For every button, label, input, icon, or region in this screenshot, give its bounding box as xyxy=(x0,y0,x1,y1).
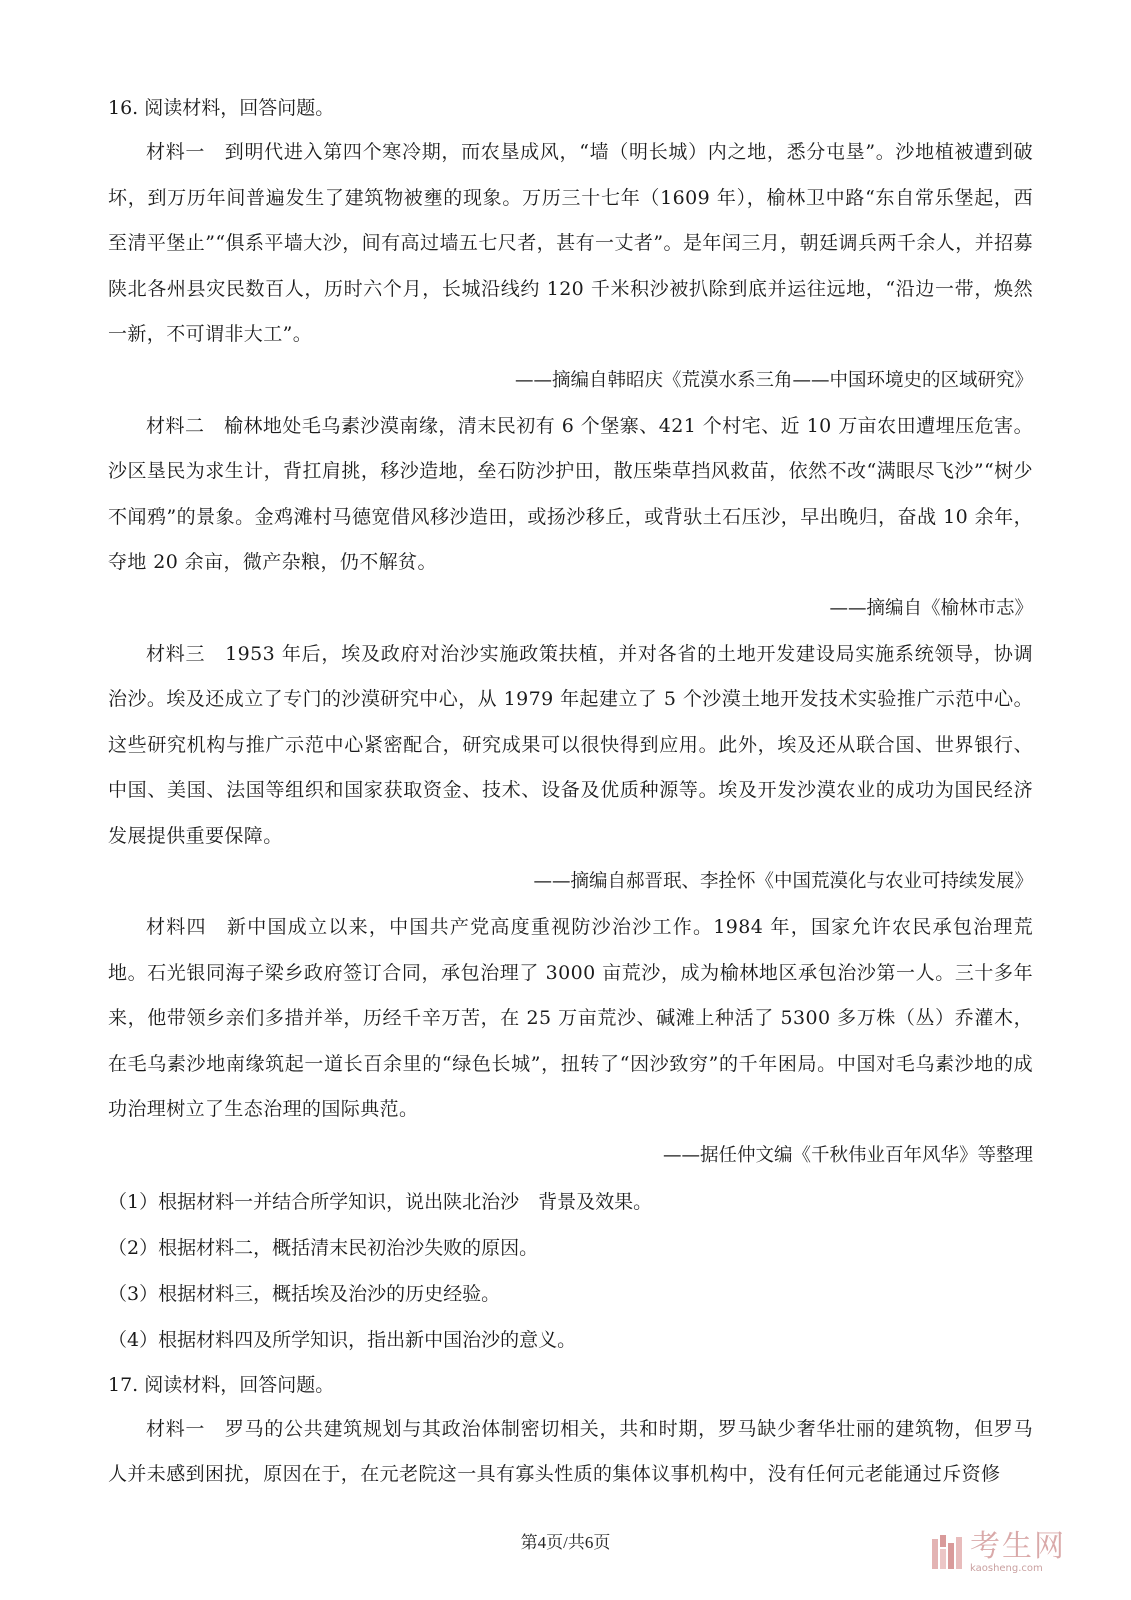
watermark xyxy=(930,1518,1110,1588)
page-content xyxy=(108,90,1033,1498)
q17-material-1: 材料一 罗马的公共建筑规划与其政治体制密切相关，共和时期，罗马缺少奢华壮丽的建筑物，但罗马人并未感到困扰，原因在于，在元老院这一具有寡头性质的集体议事机构中，没有任何元老能通过斥资修 xyxy=(108,1417,1033,1485)
watermark-text: 考生网 xyxy=(970,1529,1066,1564)
question-17-title: 17. 阅读材料，回答问题。 xyxy=(108,1373,335,1396)
watermark-logo-icon xyxy=(930,1533,964,1573)
q16-subquestion-4: （4）根据材料四及所学知识，指出新中国治沙的意义。 xyxy=(108,1328,577,1351)
q16-subquestion-2: （2）根据材料二，概括清末民初治沙失败的原因。 xyxy=(108,1236,539,1259)
question-16-title: 16. 阅读材料，回答问题。 xyxy=(108,97,335,119)
q16-subquestion-3: （3）根据材料三，概括埃及治沙的历史经验。 xyxy=(108,1282,501,1305)
q16-source-1: ——摘编自韩昭庆《荒漠水系三角——中国环境史的区域研究》 xyxy=(514,369,1033,391)
watermark-url: kaosheng.com xyxy=(970,1563,1043,1574)
q16-source-2: ——摘编自《榆林市志》 xyxy=(829,597,1033,619)
page-number: 第4页/共6页 xyxy=(520,1533,611,1552)
q16-source-4: ——据任仲文编《千秋伟业百年风华》等整理 xyxy=(662,1144,1033,1166)
q16-material-4: 材料四 新中国成立以来，中国共产党高度重视防沙治沙工作。1984 年，国家允许农民承包治理荒地。石光银同海子梁乡政府签订合同，承包治理了 3000 亩荒沙，成为榆林地区承包治沙第一人。三十多年来，他带领乡亲们多措并举，历经千辛万苦，在 25 万亩荒沙、碱滩上种活了 5300 多万株（丛）乔灌木，在毛乌素沙地南缘筑起一道长百余里的“绿色长城”，扭转了“因沙致穷”的千年困局。中国对毛乌素沙地的成功治理树立了生态治理的国际典范。 xyxy=(108,916,1033,1120)
q16-material-2: 材料二 榆林地处毛乌素沙漠南缘，清末民初有 6 个堡寨、421 个村宅、近 10 万亩农田遭埋压危害。沙区垦民为求生计，背扛肩挑，移沙造地，垒石防沙护田，散压柴草挡风救苗，依然不改“满眼尽飞沙”“树少不闻鸦”的景象。金鸡滩村马德宽借风移沙造田，或扬沙移丘，或背驮土石压沙，早出晚归，奋战 10 余年，夺地 20 余亩，微产杂粮，仍不解贫。 xyxy=(108,414,1033,573)
q16-subquestion-1: （1）根据材料一并结合所学知识，说出陕北治沙 背景及效果。 xyxy=(108,1190,653,1213)
q16-material-3: 材料三 1953 年后，埃及政府对治沙实施政策扶植，并对各省的土地开发建设局实施系统领导，协调治沙。埃及还成立了专门的沙漠研究中心，从 1979 年起建立了 5 个沙漠土地开发技术实验推广示范中心。这些研究机构与推广示范中心紧密配合，研究成果可以很快得到应用。此外，埃及还从联合国、世界银行、中国、美国、法国等组织和国家获取资金、技术、设备及优质种源等。埃及开发沙漠农业的成功为国民经济发展提供重要保障。 xyxy=(108,642,1033,847)
q16-source-3: ——摘编自郝晋珉、李拴怀《中国荒漠化与农业可持续发展》 xyxy=(533,871,1033,892)
q16-material-1: 材料一 到明代进入第四个寒冷期，而农垦成风，“墙（明长城）内之地，悉分屯垦”。沙地植被遭到破坏，到万历年间普遍发生了建筑物被壅的现象。万历三十七年（1609 年），榆林卫中路“东自常乐堡起，西至清平堡止”“俱系平墙大沙，间有高过墙五七尺者，甚有一丈者”。是年闰三月，朝廷调兵两千余人，并招募陕北各州县灾民数百人，历时六个月，长城沿线约 120 千米积沙被扒除到底并运往远地，“沿边一带，焕然一新，不可谓非大工”。 xyxy=(108,141,1033,345)
